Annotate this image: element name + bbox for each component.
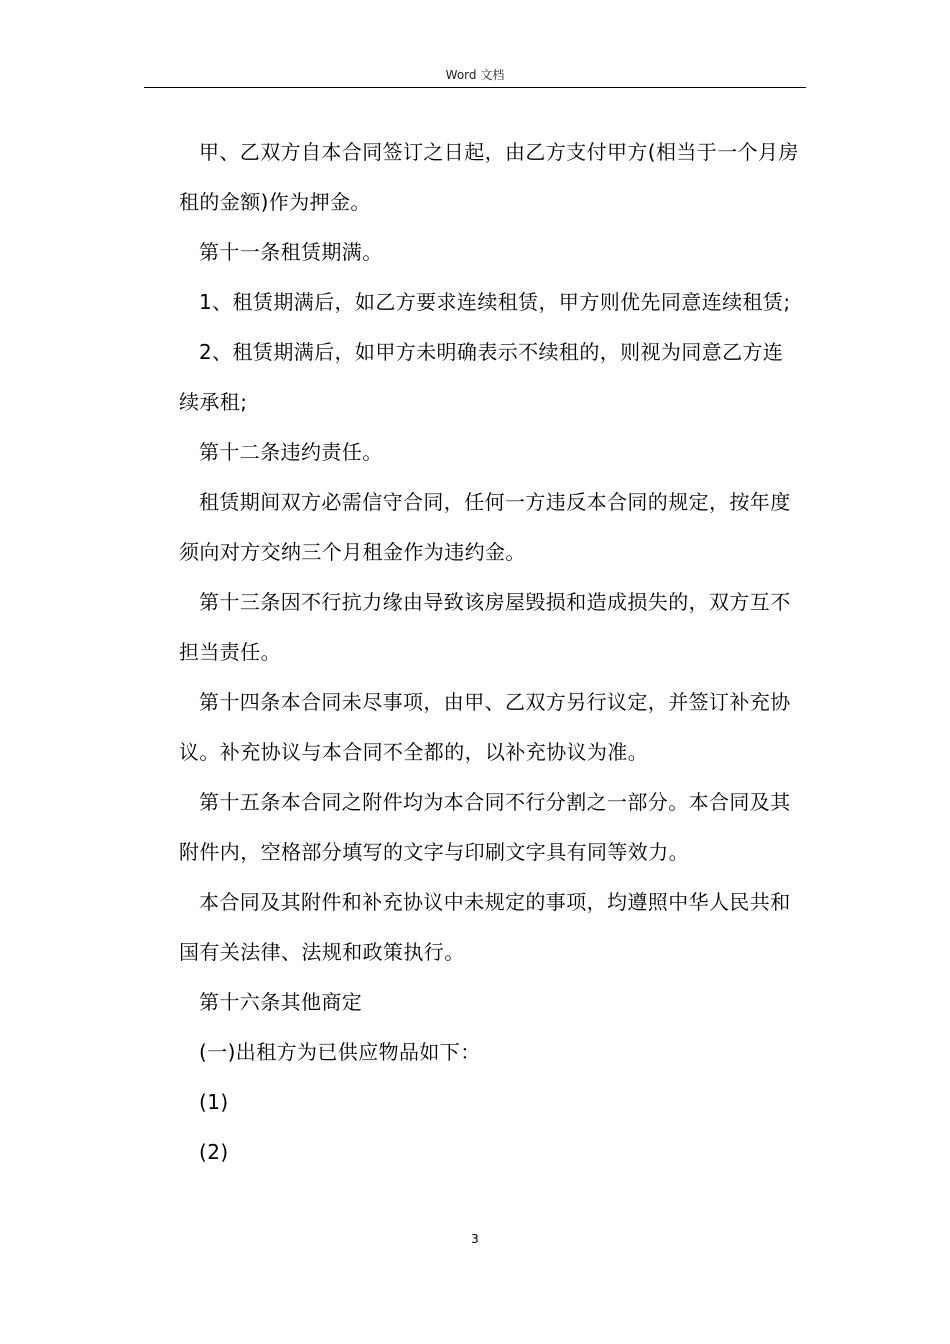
paragraph-article-15: 第十五条本合同之附件均为本合同不行分割之一部分。本合同及其附件内，空格部分填写的文字与印刷文字具有同等效力。 — [179, 790, 791, 864]
paragraph-renewal-1: 1、租赁期满后，如乙方要求连续租赁，甲方则优先同意连续租赁; — [199, 290, 791, 314]
header-divider — [144, 87, 806, 88]
paragraph-items-intro: (一)出租方为已供应物品如下： — [199, 1040, 481, 1064]
list-item: (2) — [199, 1140, 229, 1164]
paragraph-applicable-law: 本合同及其附件和补充协议中未规定的事项，均遵照中华人民共和国有关法律、法规和政策执行。 — [179, 890, 791, 964]
paragraph-article-12: 第十二条违约责任。 — [199, 440, 383, 464]
paragraph-deposit: 甲、乙双方自本合同签订之日起，由乙方支付甲方(相当于一个月房租的金额)作为押金。 — [179, 140, 799, 214]
paragraph-article-14: 第十四条本合同未尽事项，由甲、乙双方另行议定，并签订补充协议。补充协议与本合同不全都的，以补充协议为准。 — [179, 690, 791, 764]
document-body — [179, 127, 803, 1177]
list-item: (1) — [199, 1090, 229, 1114]
paragraph-article-13: 第十三条因不行抗力缘由导致该房屋毁损和造成损失的，双方互不担当责任。 — [179, 590, 791, 664]
paragraph-renewal-2: 2、租赁期满后，如甲方未明确表示不续租的，则视为同意乙方连续承租; — [179, 340, 784, 414]
paragraph-article-16: 第十六条其他商定 — [199, 990, 363, 1014]
paragraph-article-11: 第十一条租赁期满。 — [199, 240, 383, 264]
page-number: 3 — [471, 1232, 479, 1246]
paragraph-breach-penalty: 租赁期间双方必需信守合同，任何一方违反本合同的规定，按年度须向对方交纳三个月租金作为违约金。 — [179, 490, 791, 564]
page-header-title: Word 文档 — [445, 68, 505, 82]
